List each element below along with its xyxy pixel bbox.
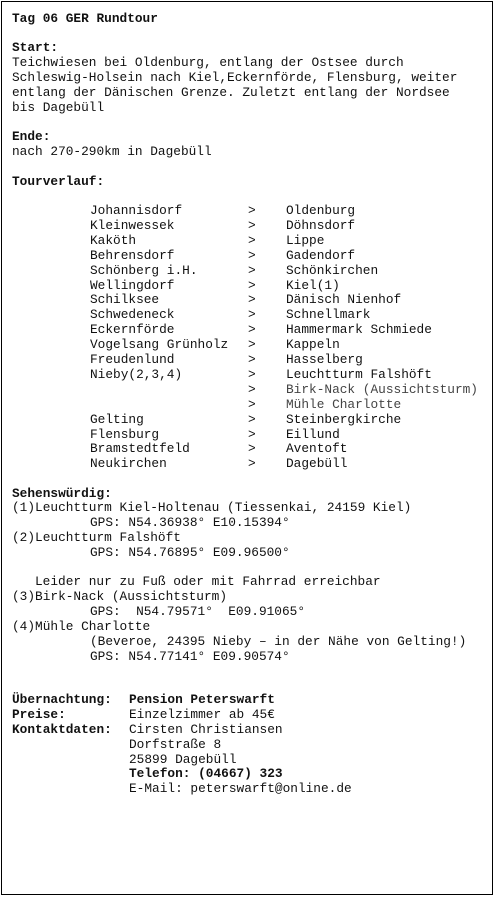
tour-row-arrow: > — [248, 277, 256, 293]
tour-row-arrow: > — [248, 441, 256, 457]
tour-row-from: Bramstedtfeld — [90, 441, 190, 457]
tour-row-to: Eillund — [286, 426, 340, 442]
tour-row-from: Wellingdorf — [90, 277, 175, 293]
contact-phone: Telefon: (04667) 323 — [129, 766, 283, 781]
tour-row-arrow: > — [248, 307, 256, 323]
tour-row — [2, 442, 492, 457]
tour-row — [2, 264, 492, 279]
sights-label: Sehenswürdig: — [12, 486, 112, 501]
tour-row — [2, 234, 492, 249]
prices-label: Preise: — [12, 707, 66, 722]
tour-row — [2, 279, 492, 294]
sight-3-gps: GPS: N54.79571° E09.91065° — [90, 604, 306, 619]
contact-name: Cirsten Christiansen — [129, 722, 283, 737]
contact-label: Kontaktdaten: — [12, 722, 112, 737]
sight-1-title: (1)Leuchtturm Kiel-Holtenau (Tiessenkai, 24159 Kiel) — [12, 500, 412, 515]
overnight-value: Pension Peterswarft — [129, 692, 275, 707]
tour-row — [2, 293, 492, 308]
tour-row-arrow: > — [248, 337, 256, 353]
overnight-label: Übernachtung: — [12, 692, 112, 707]
sight-note: Leider nur zu Fuß oder mit Fahrrad erreichbar — [35, 574, 381, 589]
tour-row-arrow: > — [248, 366, 256, 382]
tour-row — [2, 353, 492, 368]
start-line-1: Teichwiesen bei Oldenburg, entlang der Ostsee durch — [12, 55, 404, 70]
start-line-2: Schleswig-Holsein nach Kiel,Eckernförde, Flensburg, weiter — [12, 70, 458, 85]
sight-4-gps: GPS: N54.77141° E09.90574° — [90, 649, 290, 664]
tour-row — [2, 383, 492, 398]
prices-value: Einzelzimmer ab 45€ — [129, 707, 275, 722]
contact-street: Dorfstraße 8 — [129, 737, 222, 752]
tour-row — [2, 413, 492, 428]
tour-row-to: Schnellmark — [286, 307, 371, 323]
tour-row-to: Hammermark Schmiede — [286, 322, 432, 338]
tour-row — [2, 204, 492, 219]
contact-email: E-Mail: peterswarft@online.de — [129, 781, 352, 796]
tour-row-to: Mühle Charlotte — [286, 396, 402, 412]
tour-row-to: Kiel(1) — [286, 277, 340, 293]
tour-row — [2, 338, 492, 353]
document-title: Tag 06 GER Rundtour — [12, 11, 158, 26]
tour-row-from: Vogelsang Grünholz — [90, 337, 229, 353]
sight-2-gps: GPS: N54.76895° E09.96500° — [90, 545, 290, 560]
tour-row-from: Eckernförde — [90, 322, 175, 338]
tour-row-arrow: > — [248, 456, 256, 472]
tour-row — [2, 323, 492, 338]
tour-row-from: Kleinwessek — [90, 217, 175, 233]
tour-row-to: Oldenburg — [286, 203, 356, 218]
end-text: nach 270-290km in Dagebüll — [12, 144, 212, 159]
sight-2-title: (2)Leuchtturm Falshöft — [12, 530, 181, 545]
tour-row-arrow: > — [248, 352, 256, 367]
sight-4-title: (4)Mühle Charlotte — [12, 619, 151, 634]
tour-row-to: Dänisch Nienhof — [286, 292, 402, 308]
tour-row — [2, 249, 492, 264]
tour-row-arrow: > — [248, 232, 256, 248]
tour-row — [2, 457, 492, 472]
tour-row-arrow: > — [248, 411, 256, 427]
start-line-4: bis Dagebüll — [12, 100, 105, 115]
tour-row-from: Nieby(2,3,4) — [90, 366, 183, 382]
tour-row — [2, 428, 492, 443]
sight-4-address: (Beveroe, 24395 Nieby – in der Nähe von Gelting!) — [90, 634, 467, 649]
tour-row — [2, 308, 492, 323]
tour-row-from: Flensburg — [90, 426, 160, 442]
tour-row-to: Hasselberg — [286, 352, 363, 367]
tour-row-from: Kaköth — [90, 232, 137, 248]
tour-row-to: Birk-Nack (Aussichtsturm) — [286, 381, 478, 397]
tour-row-from: Behrensdorf — [90, 247, 175, 263]
document-page — [1, 1, 493, 895]
tour-row-to: Döhnsdorf — [286, 217, 356, 233]
tour-row-arrow: > — [248, 262, 256, 278]
start-line-3: entlang der Dänischen Grenze. Zuletzt entlang der Nordsee — [12, 85, 450, 100]
tour-row-to: Steinbergkirche — [286, 411, 402, 427]
tour-row-from: Johannisdorf — [90, 203, 183, 218]
tour-row-to: Leuchtturm Falshöft — [286, 366, 432, 382]
tour-row-arrow: > — [248, 381, 256, 397]
start-label: Start: — [12, 40, 59, 55]
tour-row-from: Schwedeneck — [90, 307, 175, 323]
tour-row-arrow: > — [248, 292, 256, 308]
sight-1-gps: GPS: N54.36938° E10.15394° — [90, 515, 290, 530]
contact-city: 25899 Dagebüll — [129, 752, 237, 767]
tour-label: Tourverlauf: — [12, 174, 105, 189]
tour-row-arrow: > — [248, 396, 256, 412]
tour-row-from: Freudenlund — [90, 352, 175, 367]
tour-row-arrow: > — [248, 322, 256, 338]
tour-row-from: Gelting — [90, 411, 144, 427]
tour-row — [2, 398, 492, 413]
tour-row-arrow: > — [248, 426, 256, 442]
tour-row-to: Kappeln — [286, 337, 340, 353]
tour-row-to: Gadendorf — [286, 247, 356, 263]
tour-row-to: Dagebüll — [286, 456, 348, 472]
sight-3-title: (3)Birk-Nack (Aussichtsturm) — [12, 589, 228, 604]
tour-row — [2, 368, 492, 383]
tour-row-from: Schilksee — [90, 292, 160, 308]
tour-row-from: Neukirchen — [90, 456, 167, 472]
tour-row-arrow: > — [248, 217, 256, 233]
tour-row-to: Aventoft — [286, 441, 348, 457]
tour-row-from: Schönberg i.H. — [90, 262, 198, 278]
tour-row-to: Schönkirchen — [286, 262, 379, 278]
tour-row-arrow: > — [248, 203, 256, 218]
tour-row-arrow: > — [248, 247, 256, 263]
tour-row-to: Lippe — [286, 232, 325, 248]
tour-row — [2, 219, 492, 234]
end-label: Ende: — [12, 129, 51, 144]
